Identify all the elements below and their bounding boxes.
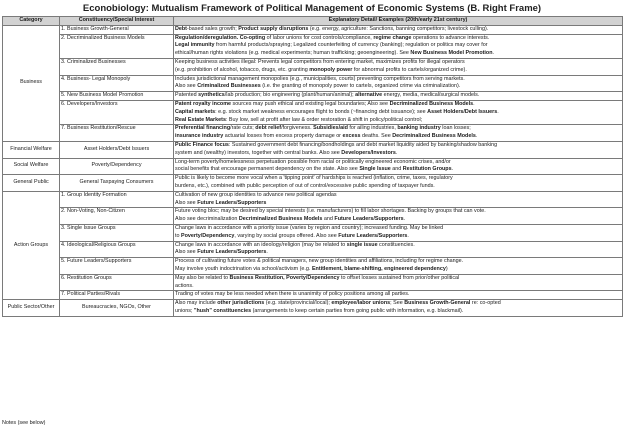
detail-cell: Keeping business activities illegal: Prevents legal competitors from entering market, maximizes profits for illegal operators (e.g. prohibition of alcohol, tobacco, drugs, etc. granting monopoly power for abnormal profits to cartels/organized crime). [174,58,623,75]
table-row [3,291,623,300]
constituency-label: 7. Business Restitution/Rescue [60,125,174,142]
category-general-public: General Public [3,175,60,192]
table-row [3,258,623,275]
constituency-label: 1. Group Identity Formation [60,191,174,208]
table-row [3,100,623,124]
detail-cell: Preferential financing/rate cuts; debt relief/forgiveness. Subsidies/aid for ailing industries, banking industry loan losses; insurance industry actuarial losses from excess property damage or excess deaths. See Decriminalized Business Models. [174,125,623,142]
constituency-label: Poverty/Dependency [60,158,174,175]
table-row [3,300,623,317]
detail-cell: Patented synthetics/lab production; bio engineering (plant/human/animal); alternative energy, media, medical/surgical models. [174,92,623,101]
detail-cell: Long-term poverty/homelessness perpetuation possible from racial or politically engineered economic crises, and/or social benefits that encourage permanent dependency on the state. Also see Single Issue and Restitution Groups. [174,158,623,175]
detail-cell: Includes jurisdictional management monopolies (e.g., municipalities, courts) preventing competitors from serving markets. Also see Criminalized Businesses (i.e. the granting of monopoly power to cartels, organized crime via criminalization). [174,75,623,92]
constituency-label: 2. Decriminalized Business Models [60,34,174,58]
detail-cell: Public Finance focus: Sustained government debt financing/bondholdings and debt market liquidity aided by banking/shadow banking system and (wealthy) investors, together with central banks. Also see Developers/Investors. [174,141,623,158]
detail-cell: Public is likely to become more vocal when a 'tipping point' of hardships is reached (inflation, crime, taxes, regulatory burdens, etc.), combined with public perception of out of control/excessive public spending of taxpayer funds. [174,175,623,192]
constituency-label: 4. Ideological/Religious Groups [60,241,174,258]
detail-cell: Process of cultivating future votes & political managers, new group identities and affiliations, including for regime change. May involve youth indoctrination via school/activism (e.g. Entitlement, blame-shifting, engineered dependency) [174,258,623,275]
category-action-groups: Action Groups [3,191,60,299]
category-public-sector: Public Sector/Other [3,300,60,317]
category-business: Business [3,25,60,141]
detail-cell: Change laws in accordance with an ideology/religion (may be related to single issue constituencies. Also see Future Leaders/Supporters. [174,241,623,258]
constituency-label: 5. New Business Model Promotion [60,92,174,101]
table-row [3,58,623,75]
header-category: Category [3,17,60,26]
detail-cell: Trading of votes may be less needed when there is unanimity of policy positions among all parties. [174,291,623,300]
detail-cell: May also be related to Business Restitution, Poverty/Dependency to offset losses sustained from prior/other political actions. [174,274,623,291]
header-constituency: Constituency/Special Interest [60,17,174,26]
detail-cell: Patent royalty income sources may push ethical and existing legal boundaries; Also see Decriminalized Business Models. Capital markets: e.g. stock market weakness encourages flight to bonds (~financing debt issuance); see Asset Holders/Debt Issuers. Real Estate Markets: Buy low, sell at profit after law & order restoration & shift in policy/political control; [174,100,623,124]
header-explanatory: Explanatory Detail/ Examples (20th/early 21st century) [174,17,623,26]
constituency-label: Asset Holders/Debt Issuers [60,141,174,158]
framework-table [2,16,623,317]
constituency-label: 6. Restitution Groups [60,274,174,291]
constituency-label: 5. Future Leaders/Supporters [60,258,174,275]
table-header-row [3,17,623,26]
table-row [3,125,623,142]
detail-cell: Debt-based sales growth; Product supply disruptions (e.g. energy, agriculture: Sanctions, banning competitors; livestock culling). [174,25,623,34]
table-row [3,34,623,58]
category-social-welfare: Social Welfare [3,158,60,175]
constituency-label: 3. Criminalized Businesses [60,58,174,75]
notes-label: Notes (see below) [2,420,46,426]
table-row [3,175,623,192]
detail-cell: Cultivation of new group identities to advance new political agendas Also see Future Leaders/Supporters [174,191,623,208]
table-row [3,224,623,241]
table-row [3,241,623,258]
table-row [3,274,623,291]
constituency-label: General Taxpaying Consumers [60,175,174,192]
category-financial-welfare: Financial Welfare [3,141,60,158]
constituency-label: 1. Business Growth-General [60,25,174,34]
table-row [3,92,623,101]
table-row [3,158,623,175]
constituency-label: Bureaucracies, NGOs, Other [60,300,174,317]
detail-cell: Future voting bloc; may be desired by special interests (i.e. manufacturers) to fill labor shortages. Backing by groups that can vote. Also see decriminalization Decriminalized Business Models and Future Leaders/Supporters. [174,208,623,225]
detail-cell: Regulation/deregulation. Co-opting of labor unions for cost controls/compliance, regime change operations to advance interests. Legal immunity from harmful products/spraying; Legalized counterfeiting of currency (banking); regulation or politics may cover for ethical/human rights violations (e.g. medical experiments; human trafficking; geoengineering). See New Business Model Promotion. [174,34,623,58]
constituency-label: 2. Non-Voting, Non-Citizen [60,208,174,225]
table-row [3,208,623,225]
constituency-label: 7. Political Parties/Rivals [60,291,174,300]
table-row [3,25,623,34]
detail-cell: Change laws in accordance with a priority issue (varies by region and country); increased funding. May be linked to Poverty/Dependency, varying by social groups offered. Also see Future Leaders/Supporters. [174,224,623,241]
table-row [3,191,623,208]
table-row [3,75,623,92]
page-title: Econobiology: Mutualism Framework of Political Management of Economic Systems (B. Right Frame) [82,3,542,14]
constituency-label: 3. Single Issue Groups [60,224,174,241]
constituency-label: 6. Developers/Investors [60,100,174,124]
detail-cell: Also may include other jurisdictions (e.g. state/provincial/local); employee/labor unions; See Business Growth-General re: co-opted unions; "hush" constituencies (arrangements to keep certain parties from going public with information, e.g. blackmail). [174,300,623,317]
table-row [3,141,623,158]
constituency-label: 4. Business- Legal Monopoly [60,75,174,92]
